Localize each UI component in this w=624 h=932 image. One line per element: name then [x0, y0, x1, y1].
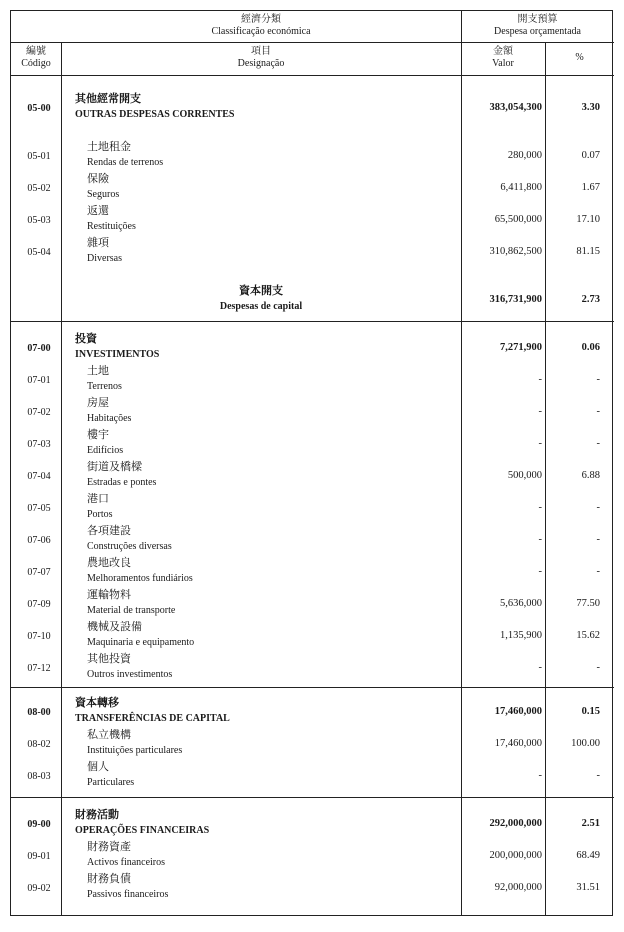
- row-code: 09-01: [27, 851, 51, 862]
- table-row: [11, 653, 614, 685]
- table-row: [11, 429, 614, 461]
- row-percent: 68.49: [576, 850, 600, 861]
- row-value: -: [538, 406, 542, 417]
- table-row: [11, 761, 614, 793]
- row-percent: 3.30: [581, 102, 600, 113]
- row-percent: 17.10: [576, 214, 600, 225]
- header-classification-zh: 經濟分類: [241, 14, 281, 25]
- row-code: 07-06: [27, 535, 51, 546]
- row-code: 07-02: [27, 407, 51, 418]
- row-designation-pt: Portos: [87, 509, 113, 520]
- row-designation-zh: 資本轉移: [75, 697, 119, 709]
- row-designation-pt: Instituições particulares: [87, 745, 183, 756]
- row-value: 292,000,000: [489, 818, 542, 829]
- header-budget-pt: Despesa orçamentada: [494, 26, 581, 37]
- row-value: 500,000: [507, 470, 542, 481]
- row-designation-zh: 個人: [87, 761, 109, 773]
- row-percent: 77.50: [576, 598, 600, 609]
- table-row: [11, 397, 614, 429]
- row-designation-pt: Restituições: [87, 221, 136, 232]
- row-value: 383,054,300: [489, 102, 542, 113]
- row-code: 07-01: [27, 375, 51, 386]
- header-code-pt: Código: [21, 58, 51, 69]
- header-budget: [461, 14, 614, 38]
- row-value: -: [538, 770, 542, 781]
- row-designation-pt: Rendas de terrenos: [87, 157, 164, 168]
- row-code: 08-00: [27, 707, 51, 718]
- row-designation-pt: Material de transporte: [87, 605, 176, 616]
- group-divider-07: [11, 321, 614, 322]
- row-code: 05-02: [27, 183, 51, 194]
- row-designation-zh: 運輸物料: [87, 589, 131, 601]
- header-classification-pt: Classificação económica: [211, 26, 311, 37]
- row-designation-pt: Melhoramentos fundiários: [87, 573, 193, 584]
- row-designation-pt: INVESTIMENTOS: [75, 349, 160, 360]
- row-designation-pt: Construções diversas: [87, 541, 172, 552]
- header-value-zh: 金額: [493, 46, 513, 57]
- row-value: -: [538, 534, 542, 545]
- row-percent: -: [596, 502, 600, 513]
- row-designation-zh: 房屋: [87, 397, 109, 409]
- row-percent: 2.51: [581, 818, 600, 829]
- table-row: [11, 93, 614, 125]
- header-classification: [61, 14, 461, 38]
- row-code: 07-00: [27, 343, 51, 354]
- row-designation-zh: 投資: [75, 333, 97, 345]
- row-code: 07-10: [27, 631, 51, 642]
- table-row: [11, 841, 614, 873]
- table-row: [11, 525, 614, 557]
- row-designation-zh: 機械及設備: [87, 621, 142, 633]
- row-designation-zh: 財務活動: [75, 809, 119, 821]
- row-code: 05-00: [27, 103, 51, 114]
- row-value: 316,731,900: [489, 294, 542, 305]
- row-percent: 2.73: [581, 294, 600, 305]
- row-value: 6,411,800: [500, 182, 542, 193]
- row-designation-pt: Diversas: [87, 253, 122, 264]
- row-percent: -: [596, 566, 600, 577]
- table-row: [11, 557, 614, 589]
- table-row: [11, 621, 614, 653]
- table-row: [11, 285, 614, 317]
- row-designation-pt: Habitações: [87, 413, 132, 424]
- header-value-pt: Valor: [492, 58, 514, 69]
- table-row: [11, 589, 614, 621]
- row-percent: 6.88: [581, 470, 600, 481]
- row-designation-zh: 私立機構: [87, 729, 131, 741]
- row-designation-pt: OPERAÇÕES FINANCEIRAS: [75, 825, 210, 836]
- row-value: -: [538, 566, 542, 577]
- row-designation-zh: 土地: [87, 365, 109, 377]
- row-designation-zh: 資本開支: [239, 285, 283, 297]
- row-code: 09-00: [27, 819, 51, 830]
- row-designation-pt: TRANSFERÊNCIAS DE CAPITAL: [75, 713, 230, 724]
- row-percent: -: [596, 438, 600, 449]
- header-budget-zh: 開支預算: [517, 14, 558, 25]
- row-percent: 0.06: [581, 342, 600, 353]
- table-row: [11, 729, 614, 761]
- row-value: 280,000: [507, 150, 542, 161]
- row-percent: -: [596, 406, 600, 417]
- row-designation-zh: 農地改良: [87, 557, 131, 569]
- row-designation-zh: 其他經常開支: [75, 93, 141, 105]
- row-percent: 1.67: [581, 182, 600, 193]
- table-row: [11, 697, 614, 729]
- table-row: [11, 461, 614, 493]
- budget-table: [10, 10, 613, 916]
- row-percent: 31.51: [576, 882, 600, 893]
- header-code-zh: 編號: [26, 46, 46, 57]
- row-designation-zh: 雜項: [87, 237, 109, 249]
- header-designation-zh: 項目: [251, 46, 271, 57]
- row-value: 200,000,000: [489, 850, 542, 861]
- row-designation-pt: Passivos financeiros: [87, 889, 169, 900]
- header-divider-1: [11, 42, 614, 43]
- table-row: [11, 333, 614, 365]
- row-designation-zh: 樓宇: [87, 429, 109, 441]
- row-value: 92,000,000: [494, 882, 542, 893]
- row-code: 08-02: [27, 739, 51, 750]
- row-designation-zh: 財務資產: [87, 841, 131, 853]
- row-value: 310,862,500: [489, 246, 542, 257]
- table-row: [11, 365, 614, 397]
- row-value: 17,460,000: [494, 738, 542, 749]
- row-code: 07-04: [27, 471, 51, 482]
- row-value: -: [538, 662, 542, 673]
- row-code: 07-12: [27, 663, 51, 674]
- row-percent: 0.15: [581, 706, 600, 717]
- row-value: -: [538, 502, 542, 513]
- table-row: [11, 205, 614, 237]
- row-percent: -: [596, 662, 600, 673]
- row-designation-zh: 各項建設: [87, 525, 131, 537]
- row-designation-pt: Despesas de capital: [219, 301, 303, 312]
- row-percent: 0.07: [581, 150, 600, 161]
- row-designation-pt: Edifícios: [87, 445, 124, 456]
- row-designation-zh: 土地租金: [87, 141, 131, 153]
- row-code: 05-03: [27, 215, 51, 226]
- row-designation-pt: Maquinaria e equipamento: [87, 637, 195, 648]
- row-designation-pt: Terrenos: [87, 381, 122, 392]
- header-value: [461, 46, 545, 70]
- row-code: 08-03: [27, 771, 51, 782]
- row-percent: -: [596, 534, 600, 545]
- row-designation-pt: Outros investimentos: [87, 669, 173, 680]
- row-code: 07-07: [27, 567, 51, 578]
- row-code: 07-09: [27, 599, 51, 610]
- row-designation-pt: Activos financeiros: [87, 857, 166, 868]
- row-code: 05-01: [27, 151, 51, 162]
- row-value: 65,500,000: [494, 214, 542, 225]
- row-percent: -: [596, 770, 600, 781]
- row-value: 1,135,900: [500, 630, 542, 641]
- row-percent: 100.00: [571, 738, 600, 749]
- table-row: [11, 237, 614, 269]
- row-value: 7,271,900: [500, 342, 542, 353]
- row-designation-zh: 港口: [87, 493, 109, 505]
- row-designation-zh: 保險: [87, 173, 109, 185]
- row-designation-pt: Estradas e pontes: [87, 477, 157, 488]
- group-divider-08: [11, 687, 614, 688]
- header-percent: %: [575, 52, 584, 63]
- header-designation-pt: Designação: [237, 58, 285, 69]
- row-value: -: [538, 438, 542, 449]
- row-value: -: [538, 374, 542, 385]
- table-row: [11, 173, 614, 205]
- row-percent: -: [596, 374, 600, 385]
- row-code: 07-03: [27, 439, 51, 450]
- header-divider-2: [11, 75, 614, 76]
- row-percent: 81.15: [576, 246, 600, 257]
- header-code: [11, 46, 61, 70]
- group-divider-09: [11, 797, 614, 798]
- row-value: 17,460,000: [494, 706, 542, 717]
- table-row: [11, 493, 614, 525]
- row-percent: 15.62: [576, 630, 600, 641]
- row-designation-zh: 返還: [87, 205, 109, 217]
- row-designation-pt: Particulares: [87, 777, 135, 788]
- row-designation-pt: Seguros: [87, 189, 120, 200]
- row-designation-zh: 街道及橋樑: [87, 461, 142, 473]
- row-designation-pt: OUTRAS DESPESAS CORRENTES: [75, 109, 235, 120]
- row-designation-zh: 其他投資: [87, 653, 131, 665]
- row-designation-zh: 財務負債: [87, 873, 131, 885]
- row-value: 5,636,000: [500, 598, 542, 609]
- table-row: [11, 873, 614, 905]
- row-code: 05-04: [27, 247, 51, 258]
- row-code: 07-05: [27, 503, 51, 514]
- table-row: [11, 141, 614, 173]
- table-row: [11, 809, 614, 841]
- header-designation: [61, 46, 461, 70]
- row-code: 09-02: [27, 883, 51, 894]
